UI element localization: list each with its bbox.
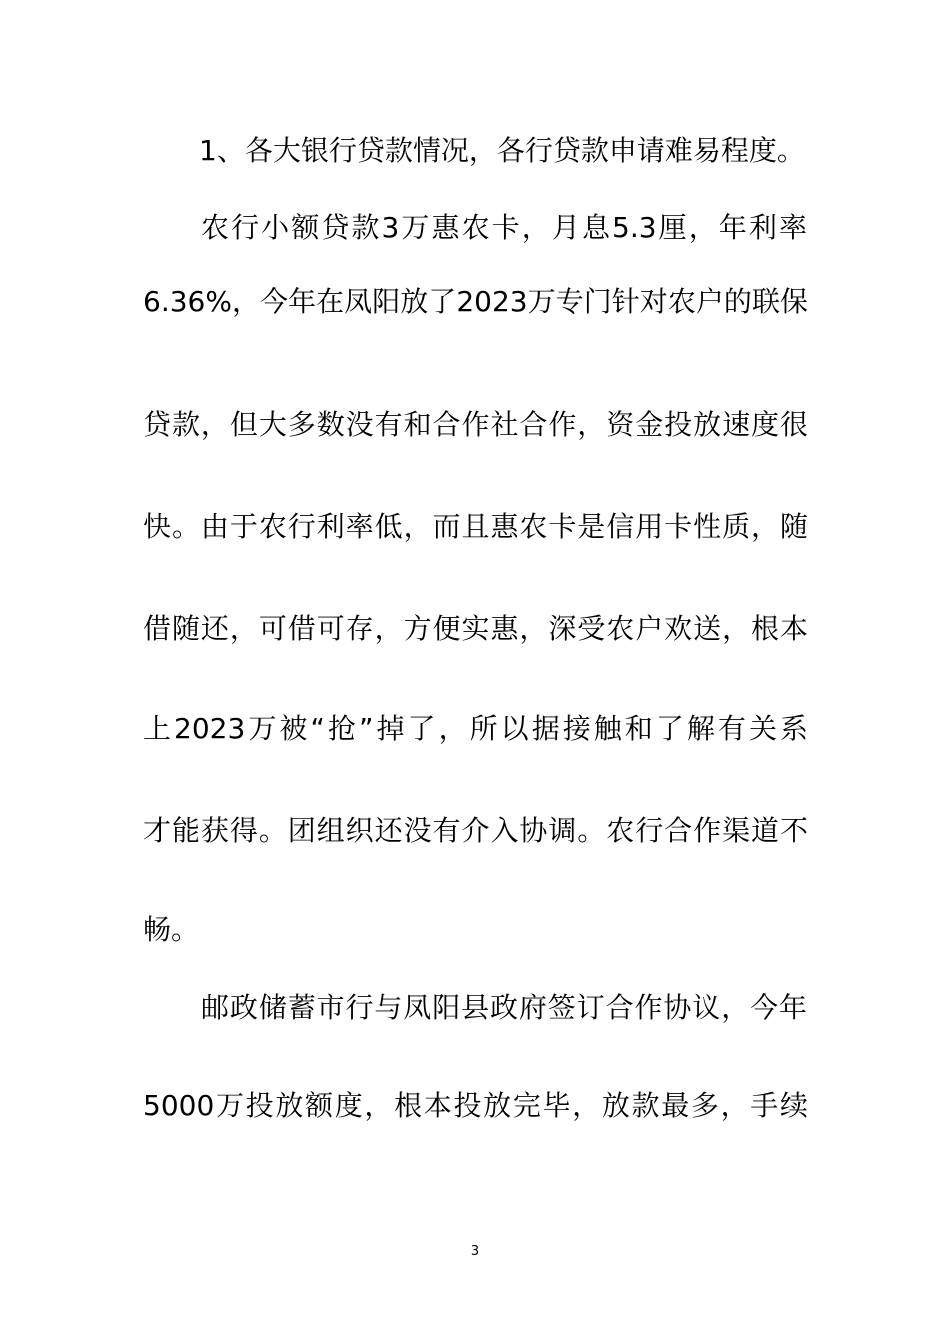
text-line-5: 快。由于农行利率低，而且惠农卡是信用卡性质，随	[143, 510, 808, 543]
text-line-2: 农行小额贷款3万惠农卡，月息5.3厘，年利率	[201, 211, 807, 244]
text-line-9: 畅。	[143, 913, 200, 946]
page-number: 3	[470, 1244, 480, 1259]
text-line-3: 6.36%，今年在凤阳放了2023万专门针对农户的联保	[143, 285, 808, 318]
text-line-8: 才能获得。团组织还没有介入协调。农行合作渠道不	[143, 814, 808, 847]
text-line-7: 上2023万被“抢”掉了，所以据接触和了解有关系	[143, 712, 808, 745]
text-line-1: 1、各大银行贷款情况，各行贷款申请难易程度。	[199, 134, 805, 167]
text-line-11: 5000万投放额度，根本投放完毕，放款最多，手续	[143, 1089, 808, 1122]
text-line-4: 贷款，但大多数没有和合作社合作，资金投放速度很	[143, 408, 808, 441]
text-line-10: 邮政储蓄市行与凤阳县政府签订合作协议，今年	[201, 991, 807, 1024]
text-line-6: 借随还，可借可存，方便实惠，深受农户欢送，根本	[143, 612, 808, 645]
